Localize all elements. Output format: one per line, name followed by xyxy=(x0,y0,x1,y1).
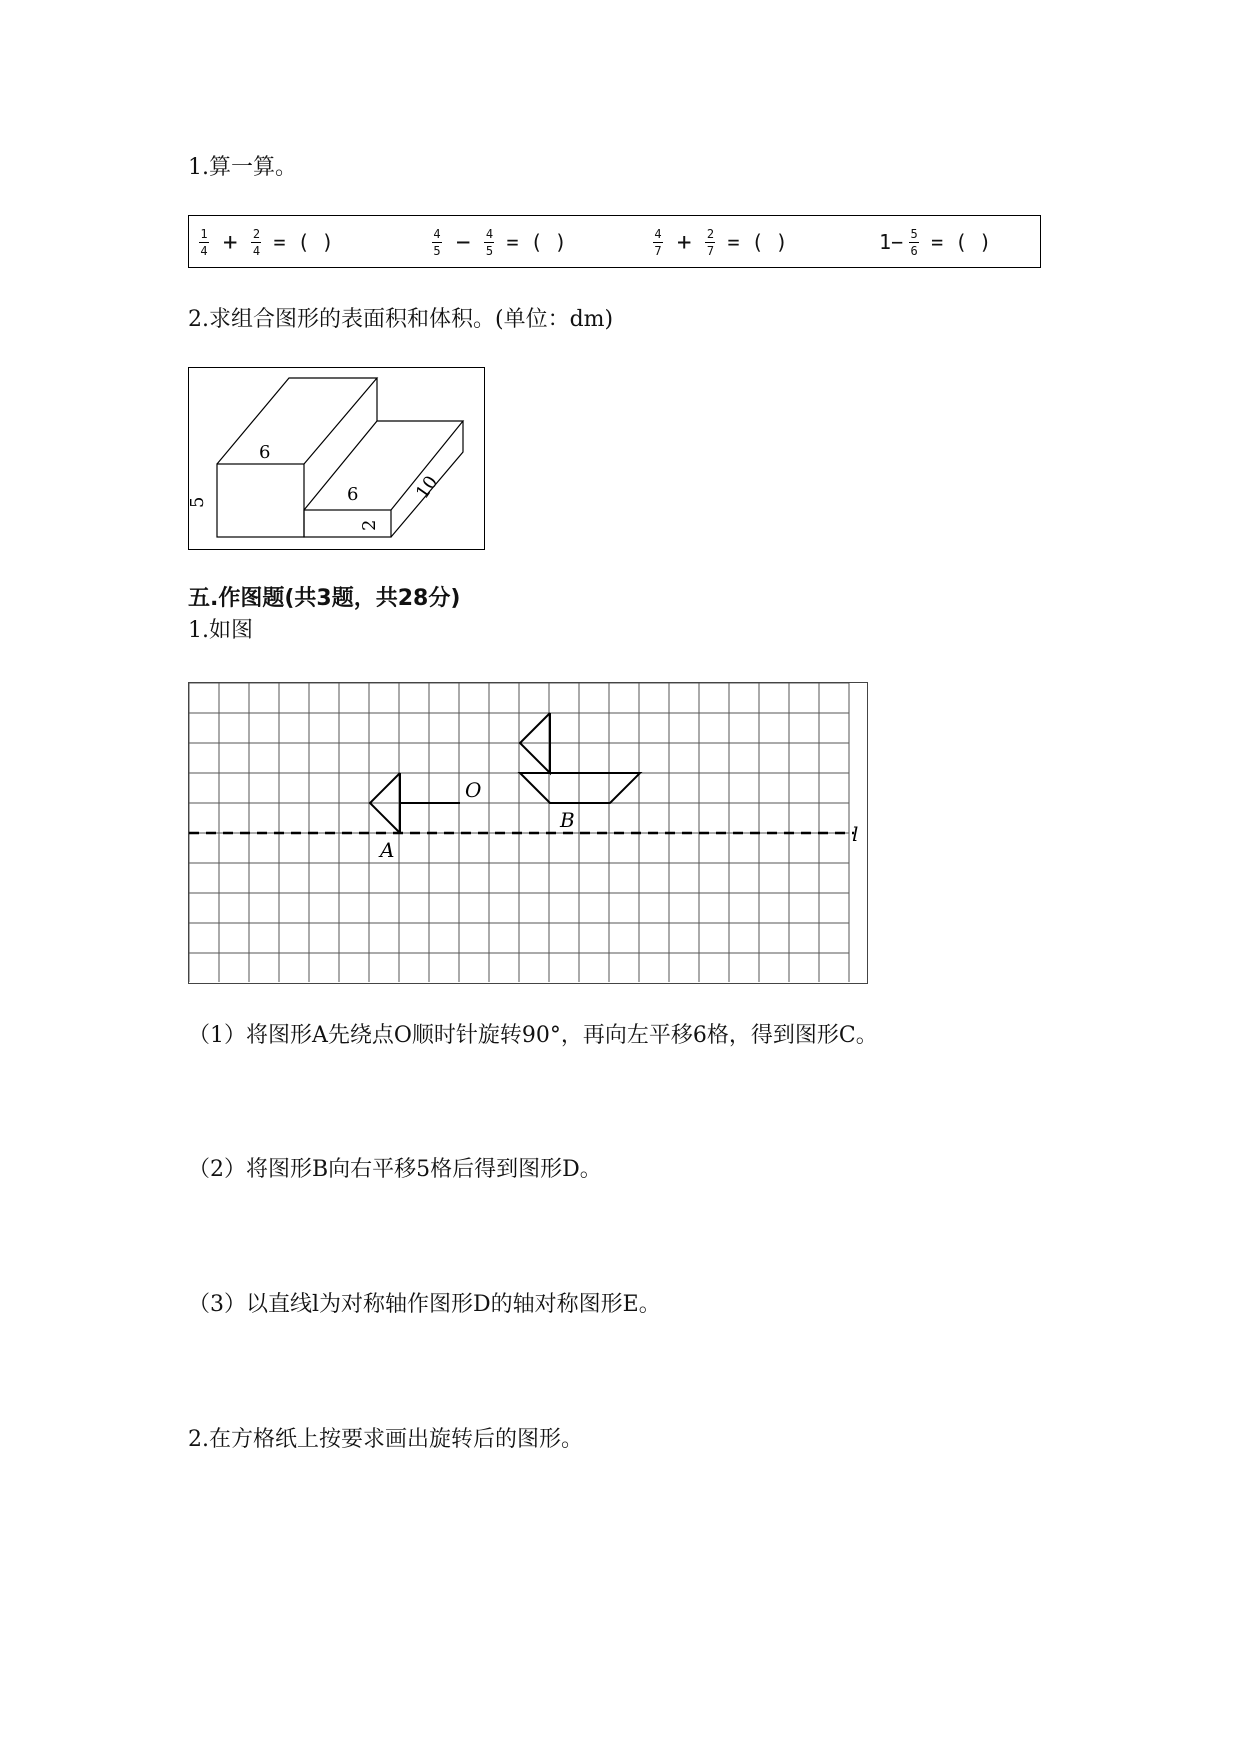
figure-b xyxy=(520,713,640,803)
grid-figure xyxy=(188,682,868,984)
operator: + xyxy=(223,228,238,256)
question-2-title: 2.求组合图形的表面积和体积。(单位：dm) xyxy=(188,307,614,332)
label-o: O xyxy=(465,778,482,802)
solid-figure-drawing xyxy=(189,368,483,548)
section-heading: 五.作图题(共3题，共28分) xyxy=(188,586,461,611)
question-2-draw-title: 2.在方格纸上按要求画出旋转后的图形。 xyxy=(188,1427,583,1452)
fraction-b: $\frac{2}{7}$ xyxy=(706,226,715,258)
prefix: 1− xyxy=(879,230,904,254)
equation-3 xyxy=(647,222,788,262)
fraction-b: $\frac{4}{5}$ xyxy=(485,226,494,258)
grid-drawing xyxy=(189,683,866,982)
operator: + xyxy=(677,228,692,256)
equation-1 xyxy=(193,222,334,262)
fraction-a: $\frac{4}{7}$ xyxy=(654,226,662,258)
label-step-height: 2 xyxy=(359,519,380,531)
solid-figure xyxy=(188,367,485,550)
label-step-top: 6 xyxy=(347,484,359,505)
label-l: l xyxy=(852,822,859,846)
equation-4 xyxy=(879,222,991,262)
answer-blank: = ( ) xyxy=(506,230,567,254)
answer-blank: = ( ) xyxy=(727,230,788,254)
label-top: 6 xyxy=(259,442,271,463)
section5-question-1-title: 1.如图 xyxy=(188,618,253,643)
sub-question-2: （2）将图形B向右平移5格后得到图形D。 xyxy=(188,1157,602,1182)
fraction-b: $\frac{2}{4}$ xyxy=(252,226,261,258)
label-height: 5 xyxy=(189,496,208,508)
question-1-title: 1.算一算。 xyxy=(188,155,297,180)
sub-question-3: （3）以直线l为对称轴作图形D的轴对称图形E。 xyxy=(188,1292,661,1317)
answer-blank: = ( ) xyxy=(273,230,334,254)
fraction-a: $\frac{4}{5}$ xyxy=(433,226,441,258)
equation-2 xyxy=(426,222,567,262)
label-depth: 10 xyxy=(411,472,443,503)
operator: − xyxy=(456,228,471,256)
answer-blank: = ( ) xyxy=(931,230,992,254)
fraction-a: $\frac{1}{4}$ xyxy=(200,226,208,258)
label-a: A xyxy=(380,838,395,862)
label-b: B xyxy=(560,808,575,832)
equation-box xyxy=(188,215,1041,268)
sub-question-1: （1）将图形A先绕点O顺时针旋转90°，再向左平移6格，得到图形C。 xyxy=(188,1023,878,1048)
fraction-b: $\frac{5}{6}$ xyxy=(910,226,918,258)
